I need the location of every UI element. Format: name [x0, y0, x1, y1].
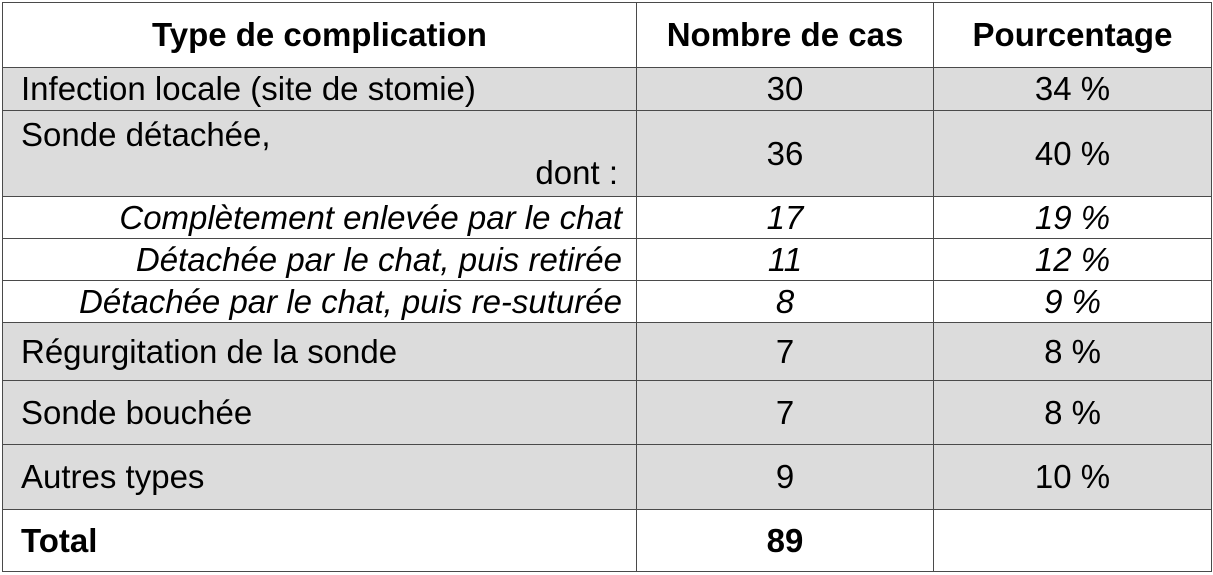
complications-table — [2, 2, 1212, 572]
table-row — [3, 381, 1212, 445]
header-percent: Pourcentage — [934, 3, 1212, 68]
row-label: Détachée par le chat, puis retirée — [3, 239, 637, 281]
row-label: Régurgitation de la sonde — [3, 323, 637, 381]
row-count: 7 — [637, 381, 934, 445]
row-count: 11 — [637, 239, 934, 281]
header-count: Nombre de cas — [637, 3, 934, 68]
table-row — [3, 197, 1212, 239]
row-percent: 40 % — [934, 111, 1212, 197]
row-label: Sonde bouchée — [3, 381, 637, 445]
row-count: 36 — [637, 111, 934, 197]
table-row — [3, 445, 1212, 510]
row-percent: 10 % — [934, 445, 1212, 510]
total-percent — [934, 510, 1212, 572]
row-label-line1: Sonde détachée, — [21, 115, 271, 153]
row-percent: 34 % — [934, 68, 1212, 111]
row-percent: 9 % — [934, 281, 1212, 323]
row-percent: 12 % — [934, 239, 1212, 281]
table-row — [3, 68, 1212, 111]
row-percent: 19 % — [934, 197, 1212, 239]
row-percent: 8 % — [934, 323, 1212, 381]
row-label: Autres types — [3, 445, 637, 510]
table-row — [3, 281, 1212, 323]
row-percent: 8 % — [934, 381, 1212, 445]
row-count: 7 — [637, 323, 934, 381]
row-count: 17 — [637, 197, 934, 239]
row-label: Détachée par le chat, puis re-suturée — [3, 281, 637, 323]
row-count: 8 — [637, 281, 934, 323]
total-count: 89 — [637, 510, 934, 572]
table-total-row — [3, 510, 1212, 572]
table-row — [3, 323, 1212, 381]
table-header-row — [3, 3, 1212, 68]
row-label: Infection locale (site de stomie) — [3, 68, 637, 111]
total-label: Total — [3, 510, 637, 572]
row-label: Complètement enlevée par le chat — [3, 197, 637, 239]
row-label — [3, 111, 637, 197]
row-count: 9 — [637, 445, 934, 510]
row-count: 30 — [637, 68, 934, 111]
row-label-line2: dont : — [535, 153, 618, 191]
table-row — [3, 111, 1212, 197]
header-type: Type de complication — [3, 3, 637, 68]
table-row — [3, 239, 1212, 281]
